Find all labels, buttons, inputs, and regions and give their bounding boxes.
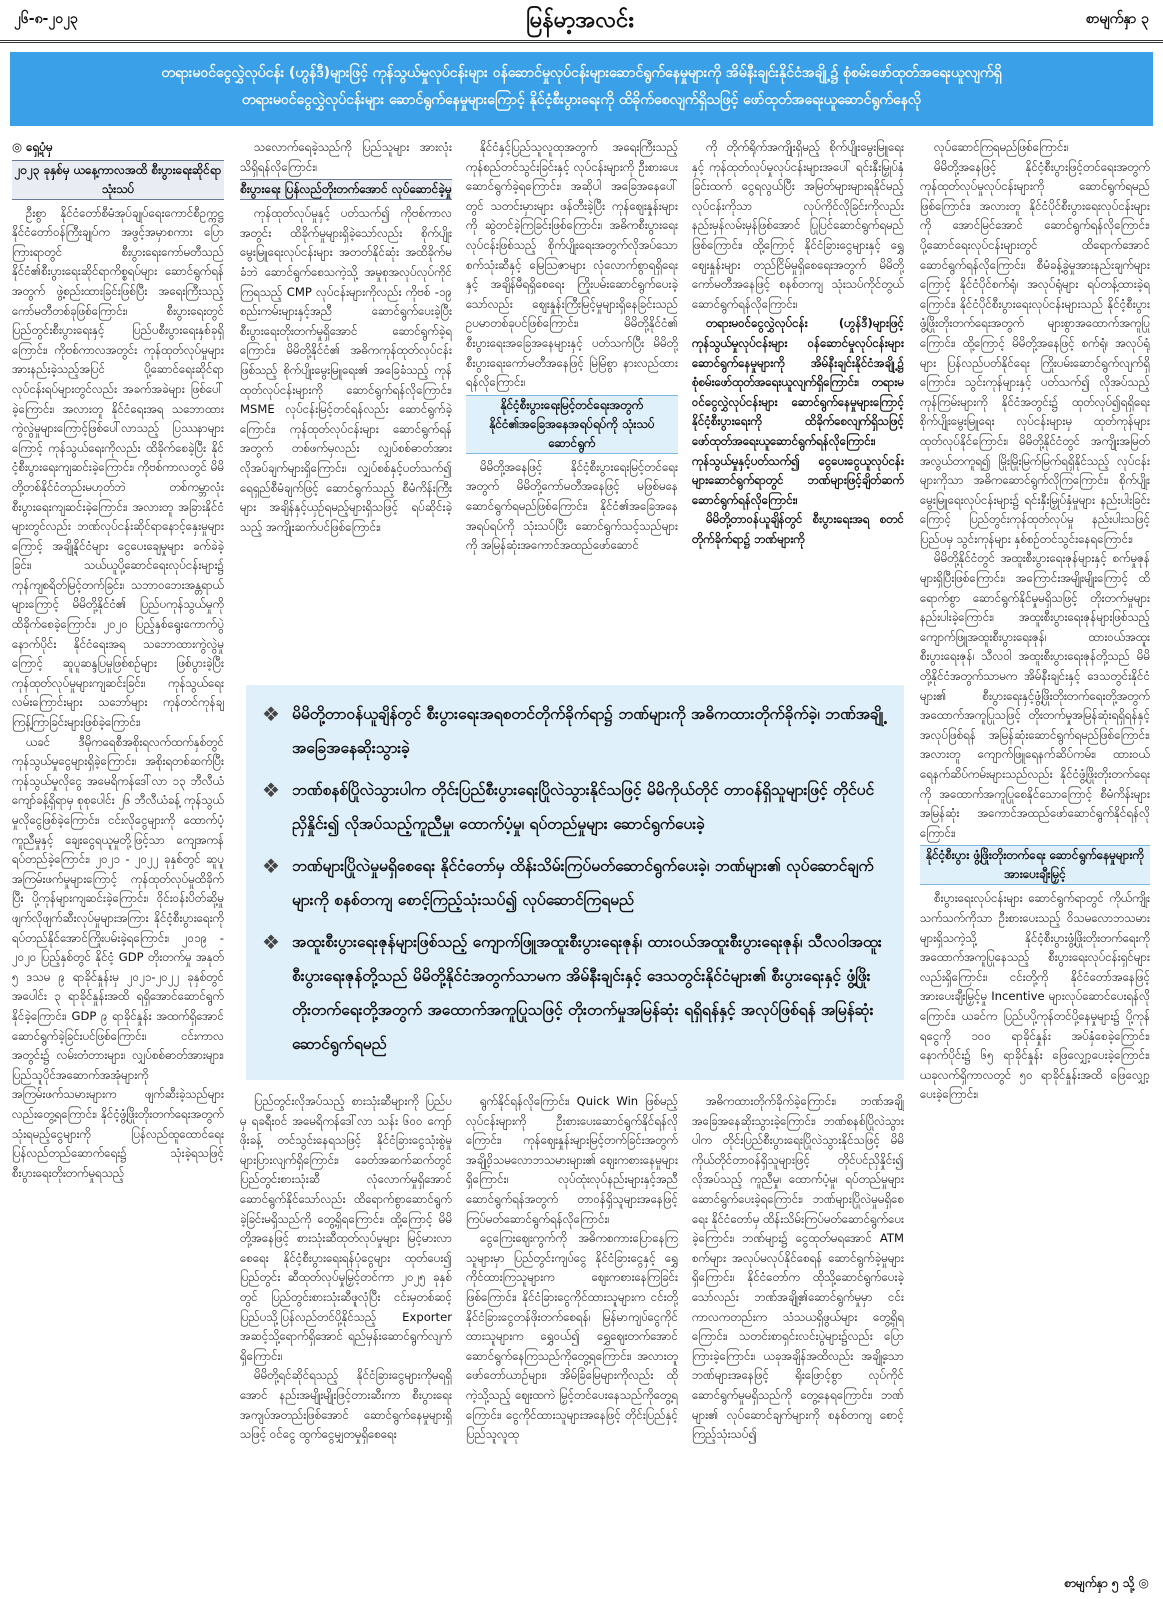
- headline-line-2: တရားမဝင်ငွေလွှဲလုပ်ငန်းများ ဆောင်ရွက်နေမှုများကြောင့် နိုင်ငံ့စီးပွားရေးကို ထိခိုက်စေလျက်ရှိသဖြင့် ဖော်ထုတ်အရေးယူဆောင်ရွက်နေလို: [241, 92, 922, 108]
- page-header: [0, 0, 1163, 43]
- paragraph: မိမိတို့ရင်ဆိုင်ရသည့် နိုင်ငံခြားငွေများကိုမရရှိအောင် နည်းအမျိုးမျိုးဖြင့်တားဆီးကာ စီးပွားရေးအကျပ်အတည်းဖြစ်အောင် ဆောင်ရွက်နေမှုများရှိသဖြင့် ဝင်ငွေ ထွက်ငွေမျှတမှုရှိစေရေး: [240, 1368, 452, 1442]
- section-subhead: စီးပွားရေး ပြန်လည်တိုးတက်အောင် လုပ်ဆောင်ခဲ့မှု: [240, 179, 452, 200]
- paragraph-bold: မိမိတို့တာဝန်ယူချိန်တွင် စီးပွားရေးအရ စတင်တိုက်ခိုက်ရာ၌ ဘဏ်များကို: [692, 512, 904, 546]
- headline-banner: [10, 52, 1153, 126]
- highlight-text: ဘဏ်စနစ်ပြိုလဲသွားပါက တိုင်းပြည်စီးပွားရေးပြိုလဲသွားနိုင်သဖြင့် မိမိကိုယ်တိုင် တာဝန်ရှိသူများဖြင့် တိုင်ပင်ညှိနှိုင်း၍ လိုအပ်သည့်ကူညီမှု၊ ထောက်ပံ့မှု၊ ရပ်တည်မှုများ ဆောင်ရွက်ပေးခဲ့: [292, 781, 875, 833]
- article-column-4: [692, 138, 904, 683]
- highlight-item: [262, 925, 888, 1061]
- issue-date: ၂၆-၈-၂၀၂၃: [14, 11, 78, 27]
- article-column-2-lower: [240, 1092, 452, 1592]
- article-column-1: [12, 138, 224, 1593]
- paragraph: အဓိကထားတိုက်ခိုက်ခဲ့ကြောင်း၊ ဘဏ်အချို့ အခြေအနေဆိုးသွားခဲ့ကြောင်း၊ ဘဏ်စနစ်ပြိုလဲသွားပါက တိုင်းပြည်စီးပွားရေးပြိုလဲသွားနိုင်သဖြင့် မိမိကိုယ်တိုင်တာဝန်ရှိသူများဖြင့် တိုင်ပင်ညှိနှိုင်း၍ လိုအပ်သည့် ကူညီမှု၊ ထောက်ပံ့မှု၊ ရပ်တည်မှုများဆောင်ရွက်ပေးခဲ့ရကြောင်း၊ ဘဏ်များပြိုလဲမှုမရှိစေရေး နိုင်ငံတော်မှ ထိန်းသိမ်းကြပ်မတ်ဆောင်ရွက်ပေးခဲ့ကြောင်း၊ ဘဏ်များ၌ ငွေထုတ်မရအောင် ATM စက်များ အလုပ်မလုပ်နိုင်စေရန် ဆောင်ရွက်ခဲ့မှုများရှိကြောင်း၊ နိုင်ငံတော်က ထိုသို့ဆောင်ရွက်ပေးခဲ့သော်လည်း ဘဏ်အချို့၏ဆောင်ရွက်မှုမှာ ငင်းကာလကတည်းက သံသယရှိဖွယ်များ တွေ့ရှိရကြောင်း၊ သတင်းစာရှင်းလင်းပွဲများ၌လည်း ပြောကြားခဲ့ကြောင်း၊ ယခုအချိန်အထိလည်း အချို့သောဘဏ်များအနေဖြင့် ရိုးဖြောင့်စွာ လုပ်ကိုင်ဆောင်ရွက်မှုမရှိသည်ကို တွေ့နေရကြောင်း၊ ဘဏ်များ၏ လုပ်ဆောင်ချက်များကို စနစ်တကျ စောင့်ကြည့်သုံးသပ်၍: [692, 1094, 904, 1442]
- masthead-logo: [510, 0, 650, 38]
- highlight-item: [262, 849, 888, 917]
- paragraph: ငွေကြေးဈေးကွက်ကို အဓိကစကားပြောနေကြသူများမှာ ပြည်တွင်းကျပ်ငွေ နိုင်ငံခြားငွေနှင့် ရွှေကိုင်ထားကြသူများက ဈေးကစားနေကြခြင်းဖြစ်ကြောင်း၊ နိုင်ငံခြားငွေကိုင်ထားသူများက ငင်းတို့နိုင်ငံခြားငွေတန်ဖိုးတက်စေရန်၊ မြန်မာကျပ်ငွေကိုင်ထားသူများက ရွှေဝယ်၍ ရွှေဈေးတက်အောင် ဆောင်ရွက်နေကြသည်ကိုတွေ့ရကြောင်း၊ အလားတူ ဖော်တော်ယာဉ်များ၊ အိမ်ခြံမြေများကိုလည်း ထိုကဲ့သို့သည့် ဈေးထကဲ မြှင့်တင်ပေးနေသည်ကိုတွေ့ရကြောင်း၊ ငွေကိုင်ထားသူများအနေဖြင့် တိုင်းပြည်နှင့် ပြည်သူလူထု: [466, 1231, 678, 1442]
- article-column-2: [240, 138, 452, 683]
- diamond-bullet-icon: ❖: [262, 930, 280, 954]
- highlight-text: ဘဏ်များပြိုလဲမှုမရှိစေရေး နိုင်ငံတော်မှ ထိန်းသိမ်းကြပ်မတ်ဆောင်ရွက်ပေးခဲ့၊ ဘဏ်များ၏ လုပ်ဆောင်ချက်များကို စနစ်တကျ စောင့်ကြည့်သုံးသပ်၍ လုပ်ဆောင်ကြရမည်: [292, 857, 874, 909]
- paragraph: ကုန်ထုတ်လုပ်မှုနှင့် ပတ်သက်၍ ကိုဗစ်ကာလအတွင်း ထိခိုက်မှုများရှိခဲ့သော်လည်း စိုက်ပျိုးမွေးမြူရေးလုပ်ငန်းများ အတတ်နိုင်ဆုံး အထိခိုက်မခံဘဲ ဆောင်ရွက်စေသကဲ့သို့ အမှုစုအလုပ်လုပ်ကိုင်ကြရသည့် CMP လုပ်ငန်းများကိုလည်း ကိုဗစ် -၁၉ စည်းကမ်းများနှင့်အညီ ဆောင်ရွက်ပေးခဲ့ပြီး စီးပွားရေးတိုးတက်မှုရှိအောင် ဆောင်ရွက်ခဲ့ရကြောင်း၊ မိမိတို့နိုင်ငံ၏ အဓိကကုန်ထုတ်လုပ်ငန်းဖြစ်သည့် စိုက်ပျိုးမွေးမြူရေး၏ အခြေခံသည့် ကုန်ထုတ်လုပ်ငန်းများကို ဆောင်ရွက်ရန်လိုကြောင်း၊ MSME လုပ်ငန်းမြင့်တင်ရန်လည်း ဆောင်ရွက်ခဲ့ကြောင်း၊ ကုန်ထုတ်လုပ်ငန်းများ ဆောင်ရွက်ရန်အတွက် တစ်ဖက်မှလည်း လျှပ်စစ်ဓာတ်အားလိုအပ်ချက်များရှိကြောင်း၊ လျှပ်စစ်နှင့်ပတ်သက်၍ ရေရှည်စီမံချက်ဖြင့် ဆောင်ရွက်သည့် စီမံကိန်းကြီးများ အချိန်နှင့်ယှဉ်ရမည့်များရှိသဖြင့် ရပ်ဆိုင်းခဲ့သည့် အကျိုးဆက်ပင်ဖြစ်ကြောင်း၊: [240, 206, 452, 534]
- diamond-bullet-icon: ❖: [262, 778, 280, 802]
- paragraph: လုပ်ဆောင်ကြရမည်ဖြစ်ကြောင်း၊: [934, 140, 1069, 154]
- masthead-text: မြန်မာ့အလင်း: [526, 7, 634, 33]
- continued-from: ◎ ရှေ့ပုံမှ: [12, 140, 53, 154]
- paragraph-bold: တရားမဝင်ငွေလွှဲလုပ်ငန်း (ဟွန်ဒီ)များဖြင့် ကုန်သွယ်မှုလုပ်ငန်းများ ဝန်ဆောင်မှုလုပ်ငန်းများဆောင်ရွက်နေမှုများကို အိမ်နီးချင်းနိုင်ငံအချို့၌ စုံစမ်းဖော်ထုတ်အရေးယူလျက်ရှိကြောင်း၊ တရားမဝင်ငွေလွှဲလုပ်ငန်းများ ဆောင်ရွက်နေမှုများကြောင့် နိုင်ငံ့စီးပွားရေးကို ထိခိုက်စေလျက်ရှိသဖြင့် ဖော်ထုတ်အရေးယူဆောင်ရွက်ရန်လိုကြောင်း၊ ကုန်သွယ်မှုနှင့်ပတ်သက်၍ ငွေပေးငွေယူလုပ်ငန်းများဆောင်ရွက်ရာတွင် ဘဏ်များဖြင့်ချိတ်ဆက်ဆောင်ရွက်ရန်လိုကြောင်း၊: [692, 316, 904, 507]
- highlight-item: [262, 697, 888, 765]
- diamond-bullet-icon: ❖: [262, 854, 280, 878]
- section-subhead: နိုင်ငံ့စီးပွား ဖွံ့ဖြိုးတိုးတက်ရေး ဆောင်ရွက်နေမှုများကို အားပေးချီးမြှင့်: [920, 845, 1150, 885]
- highlight-text: မိမိတို့တာဝန်ယူချိန်တွင် စီးပွားရေးအရစတင်တိုက်ခိုက်ရာ၌ ဘဏ်များကို အဓိကထားတိုက်ခိုက်ခဲ့၊ ဘဏ်အချို့ အခြေအနေဆိုးသွားခဲ့: [292, 705, 884, 757]
- section-subhead: ၂၀၂၃ ခုနှစ်မှ ယနေ့ကာလအထိ စီးပွားရေးဆိုင်ရာသုံးသပ်: [12, 160, 224, 200]
- article-column-3: [466, 138, 678, 683]
- section-subhead: နိုင်ငံ့စီးပွားရေးမြင့်တင်ရေးအတွက် နိုင်ငံ၏အခြေအနေအရပ်ရပ်ကို သုံးသပ်ဆောင်ရွက်: [466, 395, 678, 454]
- paragraph: ယခင် ဒီမိုကရေစီအစိုးရလက်ထက်နှစ်တွင် ကုန်သွယ်မှုငွေများရှိခဲ့ကြောင်း၊ အစိုးရတစ်ဆက်ပြီး ကုန်သွယ်မှုလိုငွေ အမေရိကန်ဒေါ်လာ ၁၃ ဘီလီယံကျော်ခန့်ရှိရာမှ စုစုပေါင်း ၂၆ ဘီလီယံခန့် ကုန်သွယ်မှုလိုငွေဖြစ်ခဲ့ကြောင်း၊ ငင်းလိုငွေများကို ထောက်ပံ့ကူညီမှုနှင့် ချေးငွေရယူမှုတို့ဖြင့်သာ ကျေအကန် ရပ်တည်ခဲ့ကြောင်း၊ ၂၀၂၁ - ၂၀၂၂ ခုနှစ်တွင် ဆူပူအကြမ်းဖက်မှုများကြောင့် ကုန်ထုတ်လုပ်မှုထိခိုက်ပြီး ပို့ကုန်များကျဆင်းခဲ့ကြောင်း၊ ဝိုင်းဝန်းပိတ်ဆို့မှုဖျက်လိုဖျက်ဆီးလုပ်မှုများအကြား နိုင်ငံ့စီးပွားရေးကို ရပ်တည်နိုင်အောင်ကြိုးပမ်းခဲ့ရကြောင်း၊ ၂၀၁၉ - ၂၀၂၀ ပြည့်နှစ်တွင် နိုင်ငံ့ GDP တိုးတက်မှု အနုတ် ၅ ဒသမ ၉ ရာခိုင်နှုန်းမှ ၂၀၂၁-၂၀၂၂ ခုနှစ်တွင် အပေါင်း ၃ ရာခိုင်နှုန်းအထိ ရရှိအောင်ဆောင်ရွက်နိုင်ခဲ့ကြောင်း၊ GDP ၉ ရာခိုင်နှုန်း အထက်ရှိအောင် ဆောင်ရွက်ခဲ့ခြင်းပင်ဖြစ်ကြောင်း၊ ငင်းကာလအတွင်း၌ လမ်းတံတားများ၊ လျှပ်စစ်ဓာတ်အားများ၊ ပြည်သူပိုင်အဆောက်အအုံများကို အကြမ်းဖက်သမားများက ဖျက်ဆီးခဲ့သည်များလည်းတွေ့ရကြောင်း၊ နိုင်ငံ့ဖွံ့ဖြိုးတိုးတက်ရေးအတွက် သုံးရမည့်ငွေများကို ပြန်လည်ထူထောင်ရေး ပြန်လည်တည်ဆောက်ရေး၌ သုံးခဲ့ရသဖြင့် စီးပွားရေးတိုးတက်မှုရသည့်: [12, 734, 224, 1180]
- diamond-bullet-icon: ❖: [262, 702, 280, 726]
- paragraph: မိမိတို့အနေဖြင့် နိုင်ငံ့စီးပွားဖြင့်တင်ရေးအတွက် ကုန်ထုတ်လုပ်မှုလုပ်ငန်းများကို ဆောင်ရွက်ရမည်ဖြစ်ကြောင်း၊ အလားတူ နိုင်ငံပိုင်စီးပွားရေးလုပ်ငန်းများကို အောင်မြင်အောင် ဆောင်ရွက်ရန်လိုကြောင်း၊ ပို့ဆောင်ရေးလုပ်ငန်းများတွင် ထိရောက်အောင် ဆောင်ရွက်ရန်လိုကြောင်း၊ စီမံခန့်ခွဲမှုအားနည်းချက်များကြောင့် နိုင်ငံပိုင်စက်ရုံ၊ အလုပ်ရုံများ ရပ်တန့်ထားခဲ့ရကြောင်း၊ နိုင်ငံပိုင်စီးပွားရေးလုပ်ငန်းများသည် နိုင်ငံ့စီးပွားဖွံ့ဖြိုးတိုးတက်ရေးအတွက် များစွာအထောက်အကူပြုကြောင်း၊ ထို့ကြောင့် မိမိတို့အနေဖြင့် စက်ရုံ၊ အလုပ်ရုံများ ပြန်လည်ပတ်နိုင်ရေး ကြိုးပမ်းဆောင်ရွက်လျက်ရှိကြောင်း၊ သွင်းကုန်များနှင့် ပတ်သက်၍ လိုအပ်သည့်ကုန်ကြမ်းများကို နိုင်ငံအတွင်း၌ ထုတ်လုပ်၍ရရှိရေး စိုက်ပျိုးမွေးမြူရေး လုပ်ငန်းများမှ ထုတ်ကုန်များထုတ်လုပ်နိုင်ကြောင်း၊ မိမိတို့နိုင်ငံတွင် အကျိုးအမြတ် အလွယ်တကူရ၍ မြိုးမြိုးမြက်မြက်ရရှိနိုင်သည့် လုပ်ငန်းများကိုသာ အဓိကဆောင်ရွက်လိုကြကြောင်း၊ စိုက်ပျိုးမွေးမြူရေးလုပ်ငန်းများ၌ ရင်းနှီးမြှုပ်နှံမှုများ နည်းပါးခြင်းကြောင့် ပြည်တွင်းကုန်ထုတ်လုပ်မှု နည်းပါးသဖြင့် ပြည်ပမှ သွင်းကုန်များ နှစ်စဉ်တင်သွင်းနေရကြောင်း၊: [920, 159, 1150, 546]
- paragraph: ပြည်တွင်းလိုအပ်သည့် စားသုံးဆီများကို ပြည်ပမှ ရခရီးဝင် အမေရိကန်ဒေါ်လာ သန်း ၆၀၀ ကျော်ဖိုးခန့် တင်သွင်းနေရသဖြင့် နိုင်ငံခြားငွေသုံးစွဲမှု များပြားလျက်ရှိကြောင်း၊ ခေတ်အဆက်ဆက်တွင် ပြည်တွင်းစားသုံးဆီ လုံလောက်မှုရှိအောင် ဆောင်ရွက်နိုင်သော်လည်း ထိရောက်စွာဆောင်ရွက်ခဲ့ခြင်းမရှိသည်ကို တွေ့ရှိရကြောင်း၊ ထို့ကြောင့် မိမိတို့အနေဖြင့် စားသုံးဆီထုတ်လုပ်မှုများ မြင့်မားလာစေရေး နိုင်ငံ့စီးပွားရေးရန်ပုံငွေများ ထုတ်ပေး၍ ပြည်တွင်း ဆီထုတ်လုပ်မှုမြှင့်တင်ကာ ၂၀၂၅ ခုနှစ်တွင် ပြည်တွင်းစားသုံးဆီဖူလုံပြီး ငင်းမှတစ်ဆင့် ပြည်ပသို့ပြန်လည်တင်ပို့နိုင်သည့် Exporter အဆင့်သို့ရောက်ရှိအောင် ရည်မှန်းဆောင်ရွက်လျက်ရှိကြောင်း၊: [240, 1094, 452, 1363]
- highlight-item: [262, 773, 888, 841]
- paragraph: ရွက်နိုင်ရန်လိုကြောင်း၊ Quick Win ဖြစ်မည့်လုပ်ငန်းများကို ဦးစားပေးဆောင်ရွက်နိုင်ရန်လိုကြောင်း၊ ကုန်ဈေးနှုန်းများမြင့်တက်ခြင်းအတွက် အချို့ဝိသမလောဘသမားများ၏ ဈေးကစားနေမှုများရှိကြောင်း၊ လုပ်ထုံးလုပ်နည်းများနှင့်အညီ ဆောင်ရွက်ရန်အတွက် တာဝန်ရှိသူများအနေဖြင့် ကြပ်မတ်ဆောင်ရွက်ရန်လိုကြောင်း၊: [466, 1094, 678, 1226]
- article-column-5: [920, 138, 1150, 1578]
- highlight-box: [246, 685, 904, 1080]
- article-column-4-lower: [692, 1092, 904, 1592]
- paragraph: ကို တိုက်ရိုက်အကျိုးရှိမည့် စိုက်ပျိုးမွေးမြူရေးနှင့် ကုန်ထုတ်လုပ်မှုလုပ်ငန်းများအပေါ် ရင်းနှီးမြှုပ်နှံခြင်းထက် ငွေရလွယ်ပြီး အမြတ်များများရနိုင်မည့် လုပ်ငန်းကိုသာ လုပ်ကိုင်လိုခြင်းကိုလည်း နည်းမှန်လမ်းမှန်ဖြစ်အောင် ပြုပြင်ဆောင်ရွက်ရမည်ဖြစ်ကြောင်း၊ ထို့ကြောင့် နိုင်ငံခြားငွေများနှင့် ရွှေဈေးနှုန်းများ တည်ငြိမ်မှုရှိစေရေးအတွက် မိမိတို့ကော်မတီအနေဖြင့် စနစ်တကျ သုံးသပ်ကိုင်တွယ်ဆောင်ရွက်ရန်လိုကြောင်း၊: [692, 140, 904, 311]
- article-column-3-lower: [466, 1092, 678, 1592]
- paragraph: နိုင်ငံနှင့်ပြည်သူလူထုအတွက် အရေးကြီးသည့် ကုန်စည်တင်သွင်းခြင်းနှင့် လုပ်ငန်းများကို ဦးစားပေးဆောင်ရွက်ခဲ့ရကြောင်း၊ အဆိုပါ အခြေအနေပေါ်တွင် သတင်းမှားများ ဖန်တီးခဲ့ပြီး ကုန်ဈေးနှုန်းများကို ဆွဲတင်ခဲ့ကြခြင်းဖြစ်ကြောင်း၊ အဓိကစီးပွားရေးလုပ်ငန်းဖြစ်သည့် စိုက်ပျိုးရေးအတွက်လိုအပ်သော စက်သုံးဆီနှင့် မြေသြဇာများ လုံလောက်စွာရရှိရေးနှင့် အချိန်မီရရှိစေရေး ကြိုးပမ်းဆောင်ရွက်ပေးခဲ့သော်လည်း ဈေးနှုန်းကြီးမြင့်မှုများရှိနေခြင်းသည် ဥပမာတစ်ခုပင်ဖြစ်ကြောင်း၊ မိမိတို့နိုင်ငံ၏ စီးပွားရေးအခြေအနေများနှင့် ပတ်သက်ပြီး မိမိတို့စီးပွားရေးကော်မတီအနေဖြင့် မြဲမြံစွာ နားလည်ထားရန်လိုကြောင်း၊: [466, 140, 678, 390]
- headline-line-1: တရားမဝင်ငွေလွှဲလုပ်ငန်း (ဟွန်ဒီ)များဖြင့် ကုန်သွယ်မှုလုပ်ငန်းများ ဝန်ဆောင်မှုလုပ်ငန်းများဆောင်ရွက်နေမှုများကို အိမ်နီးချင်းနိုင်ငံအချို့၌ စုံစမ်းဖော်ထုတ်အရေးယူလျက်ရှိ: [161, 65, 1002, 81]
- paragraph: မိမိတို့အနေဖြင့် နိုင်ငံ့စီးပွားရေးမြင့်တင်ရေးအတွက် မိမိတို့ကော်မတီအနေဖြင့် မဖြစ်မနေ ဆောင်ရွက်ရမည်ဖြစ်ကြောင်း၊ နိုင်ငံ၏အခြေအနေအရပ်ရပ်ကို သုံးသပ်ပြီး ဆောင်ရွက်သင့်သည်များကို အမြန်ဆုံးအကောင်အထည်ဖော်ဆောင်: [466, 459, 678, 553]
- highlight-text: အထူးစီးပွားရေးဇုန်များဖြစ်သည့် ကျောက်ဖြူအထူးစီးပွားရေးဇုန်၊ ထားဝယ်အထူးစီးပွားရေးဇုန်၊ သီလဝါအထူးစီးပွားရေးဇုန်တို့သည် မိမိတို့နိုင်ငံအတွက်သာမက အိမ်နီးချင်းနှင့် ဒေသတွင်းနိုင်ငံများ၏ စီးပွားရေးနှင့် ဖွံ့ဖြိုးတိုးတက်ရေးတို့အတွက် အထောက်အကူပြုသဖြင့် တိုးတက်မှုအမြန်ဆုံး ရရှိရန်နှင့် အလုပ်ဖြစ်ရန် အမြန်ဆုံးဆောင်ရွက်ရမည်: [292, 933, 882, 1053]
- page-number: စာမျက်နှာ ၃: [1085, 11, 1149, 27]
- paragraph: စီးပွားရေးလုပ်ငန်းများ ဆောင်ရွက်ရာတွင် ကိုယ်ကျိုးသက်သက်ကိုသာ ဦးစားပေးသည့် ဝိသမလောဘသမားများရှိသကဲ့သို့ နိုင်ငံ့စီးပွားဖွံ့ဖြိုးတိုးတက်ရေးကို အထောက်အကူပြုနေသည့် စီးပွားရေးလုပ်ငန်းရှင်များလည်းရှိကြောင်း၊ ငင်းတို့ကို နိုင်ငံတော်အနေဖြင့် အားပေးချီးမြှင့်မှု Incentive များလုပ်ဆောင်ပေးရန်လိုကြောင်း၊ ယခင်က ပြည်ပပို့ကုန်တင်ပို့နေမှုများ၌ ပို့ကုန်ရငွေကို ၁၀၀ ရာခိုင်နှုန်း အပ်နှံစေခဲ့ကြောင်း၊ နောက်ပိုင်း၌ ၆၅ ရာခိုင်နှုန်း ဖြေလျှော့ပေးခဲ့ကြောင်း၊ ယခုလက်ရှိကာလတွင် ၅၀ ရာခိုင်နှုန်းအထိ ဖြေလျှော့ပေးခဲ့ကြောင်း၊: [920, 891, 1150, 1102]
- paragraph: ဦးစွာ နိုင်ငံတော်စီမံအုပ်ချုပ်ရေးကောင်စီဥက္ကဋ္ဌ နိုင်ငံတော်ဝန်ကြီးချုပ်က အဖွင့်အမှာစကား ပြောကြားရာတွင် စီးပွားရေးကော်မတီသည် နိုင်ငံ၏စီးပွားရေးဆိုင်ရာကိစ္စရပ်များ ဆောင်ရွက်ရန်အတွက် ဖွဲ့စည်းထားခြင်းဖြစ်ပြီး အရေးကြီးသည့် ကော်မတီတစ်ခုဖြစ်ကြောင်း၊ စီးပွားရေးတွင် ပြည်တွင်းစီးပွားရေးနှင့် ပြည်ပစီးပွားရေးနှစ်ခုရှိကြောင်း၊ ကိုဗစ်ကာလအတွင်း ကုန်ထုတ်လုပ်မှုများ အားနည်းခဲ့သည့်အပြင် ပို့ဆောင်ရေးဆိုင်ရာ လုပ်ငန်းရပ်များတွင်လည်း အခက်အခဲများ ဖြစ်ပေါ်ခဲ့ကြောင်း၊ အလားတူ နိုင်ငံရေးအရ သဘောထားကွဲလွဲမှုများကြောင့်ဖြစ်ပေါ်လာသည့် ပြဿနာများကြောင့် ကုန်သွယ်ရေးကိုလည်း ထိခိုက်စေခဲ့ပြီး နိုင်ငံ့စီးပွားရေးကျဆင်းခဲ့ကြောင်း၊ ကိုဗစ်ကာလတွင် မိမိတို့တစ်နိုင်ငံတည်းမဟုတ်ဘဲ တစ်ကမ္ဘာလုံး စီးပွားရေးကျဆင်းခဲ့ကြောင်း၊ အလားတူ အခြားနိုင်ငံများတွင်လည်း ဘဏ်လုပ်ငန်းဆိုင်ရာနောင့်နှေးမှုများကြောင့် အချို့နိုင်ငံများ ငွေပေးချေမှုများ ခက်ခဲခဲ့ခြင်း၊ သယ်ယူပို့ဆောင်ရေးလုပ်ငန်းများ၌ ကုန်ကျစရိတ်မြင့်တက်ခြင်း၊ သဘာဝဘေးအန္တရာယ်များကြောင့် မိမိတို့နိုင်ငံ၏ ပြည်ပကုန်သွယ်မှုကို ထိခိုက်စေခဲ့ကြောင်း၊ ၂၀၂၀ ပြည့်နှစ်ရွေးကောက်ပွဲနောက်ပိုင်း နိုင်ငံရေးအရ သဘောထားကွဲလွဲမှုကြောင့် ဆူပူဆန္ဒပြမှုဖြစ်စဉ်များ ဖြစ်ပွားခဲ့ပြီး ကုန်ထုတ်လုပ်မှုများကျဆင်းခြင်း၊ ကုန်သွယ်ရေးလမ်းကြောင်းများ သဘော်များ ကုန်တင်ကုန်ချကြန့်ကြာခြင်းများဖြစ်ခဲ့ကြောင်း၊: [12, 205, 224, 730]
- paragraph: သလောက်ရေခဲ့သည်ကို ပြည်သူများ အားလုံး သိရှိရန်လိုကြောင်း၊: [240, 140, 452, 174]
- continued-on: စာမျက်နှာ ၅ သို့ ◎: [1064, 1576, 1149, 1590]
- paragraph: မိမိတို့နိုင်ငံတွင် အထူးစီးပွားရေးဇုန်များနှင့် စက်မှုဇုန်များရှိပြီးဖြစ်ကြောင်း၊ အကြောင်းအမျိုးမျိုးကြောင့် ထိရောက်စွာ ဆောင်ရွက်နိုင်မှုမရှိသဖြင့် တိုးတက်မှုများ နည်းပါးခဲ့ကြောင်း၊ အထူးစီးပွားရေးဇုန်များဖြစ်သည့် ကျောက်ဖြူအထူးစီးပွားရေးဇုန်၊ ထားဝယ်အထူးစီးပွားရေးဇုန်၊ သီလဝါ အထူးစီးပွားရေးဇုန်တို့သည် မိမိတို့နိုင်ငံအတွက်သာမက အိမ်နီးချင်းနှင့် ဒေသတွင်းနိုင်ငံများ၏ စီးပွားရေးနှင့်ဖွံ့ဖြိုးတိုးတက်ရေးတို့အတွက် အထောက်အကူပြုသဖြင့် တိုးတက်မှုအမြန်ဆုံးရရှိရန်နှင့် အလုပ်ဖြစ်ရန် အမြန်ဆုံးဆောင်ရွက်ရမည်ဖြစ်ကြောင်း၊ အလားတူ ကျောက်ဖြူရေနက်ဆိပ်ကမ်း၊ ထားဝယ်ရေနက်ဆိပ်ကမ်းများသည်လည်း နိုင်ငံဖွံ့ဖြိုးတိုးတက်ရေးကို အထောက်အကူပြုစေနိုင်သောကြောင့် စီမံကိန်းများ အမြန်ဆုံး အကောင်အထည်ဖော်ဆောင်ရွက်နိုင်ရန်လိုကြောင်း၊: [920, 551, 1150, 840]
